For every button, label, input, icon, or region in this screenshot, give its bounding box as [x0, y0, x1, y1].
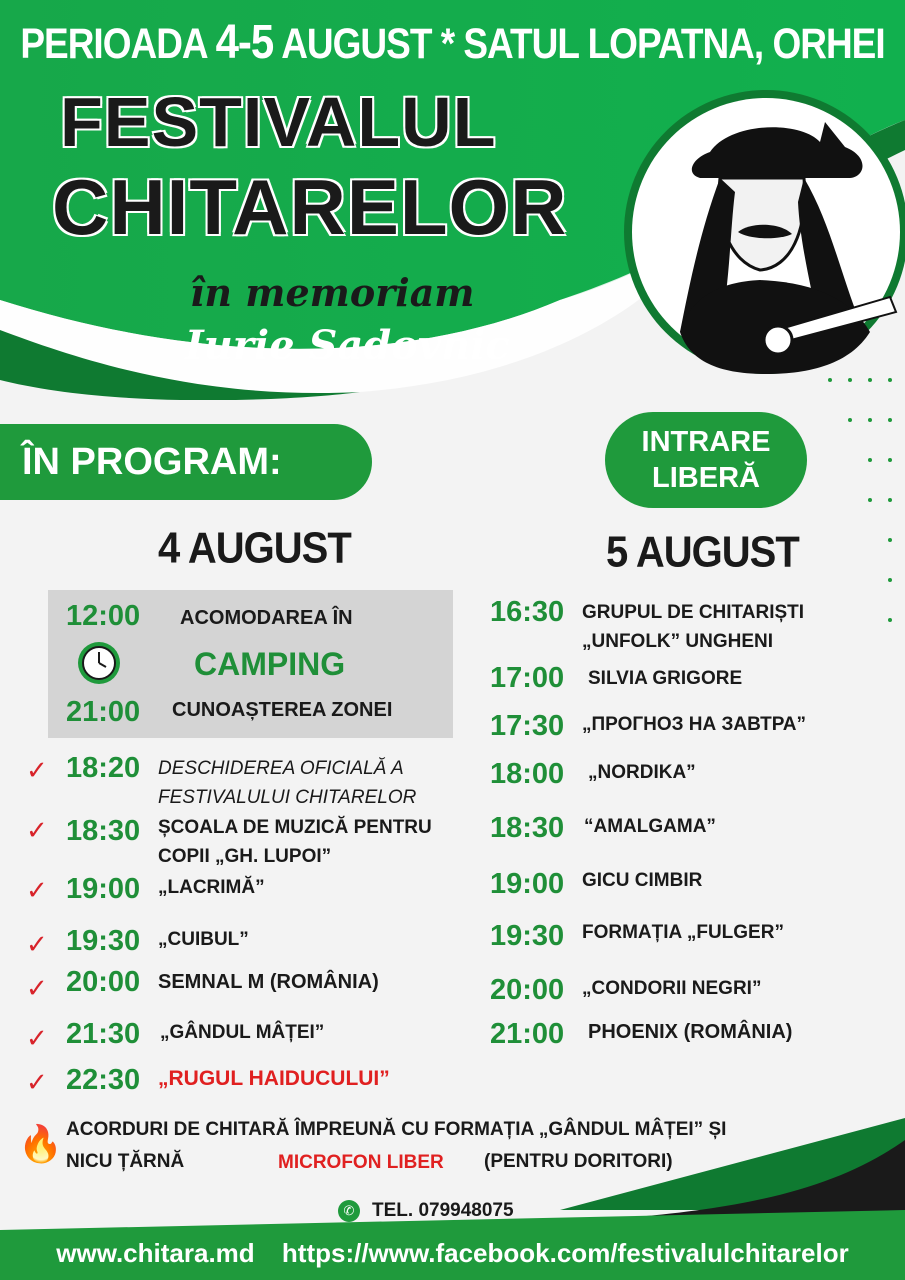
open-mic-note: (PENTRU DORITORI) — [484, 1151, 673, 1172]
day2-event-line1: „CONDORII NEGRI” — [582, 978, 762, 999]
day1-event-time: 19:00 — [66, 873, 141, 905]
day1-event-time: 19:30 — [66, 925, 141, 957]
festival-title-line1: FESTIVALUL — [60, 83, 497, 161]
camping-label: CAMPING — [194, 646, 346, 682]
day1-event-time: 18:30 — [66, 815, 141, 847]
day2-event-line1: PHOENIX (ROMÂNIA) — [588, 1021, 793, 1043]
day1-event-line1: „RUGUL HAIDUCULUI” — [158, 1067, 390, 1090]
day1-event-line1: SEMNAL M (ROMÂNIA) — [158, 971, 379, 993]
memoriam-label: în memoriam — [190, 270, 475, 315]
day2-event-line2: „UNFOLK” UNGHENI — [582, 631, 774, 652]
guitarist-portrait — [620, 82, 905, 382]
day1-event-line2: FESTIVALULUI CHITARELOR — [158, 787, 417, 808]
camping-start-time: 12:00 — [66, 600, 141, 632]
camping-end-time: 21:00 — [66, 696, 141, 728]
day2-event-time: 16:30 — [490, 596, 565, 628]
day2-event-time: 18:00 — [490, 758, 565, 790]
camping-box — [48, 590, 453, 738]
program-label: ÎN PROGRAM: — [0, 424, 372, 500]
day2-title: 5 AUGUST — [606, 527, 799, 577]
day2-event-time: 17:00 — [490, 662, 565, 694]
fire-icon: 🔥 — [18, 1123, 63, 1164]
day1-event-line1: ȘCOALA DE MUZICĂ PENTRU — [158, 817, 432, 838]
clock-icon — [76, 640, 122, 686]
free-entry-badge — [605, 412, 807, 508]
honoree-name: Iurie Sadovnic — [185, 322, 510, 369]
day2-event-line1: FORMAȚIA „FULGER” — [582, 922, 784, 943]
day2-event-line1: “AMALGAMA” — [584, 816, 716, 837]
day2-event-time: 21:00 — [490, 1018, 565, 1050]
day1-event-line2: COPII „GH. LUPOI” — [158, 846, 332, 867]
day2-event-line1: „ПРОГНОЗ НА ЗАВТРА” — [582, 714, 806, 735]
day2-event-line1: SILVIA GRIGORE — [588, 668, 743, 689]
website-link[interactable]: www.chitara.md — [56, 1238, 255, 1268]
day2-event-time: 17:30 — [490, 710, 565, 742]
free-entry-line2: LIBERĂ — [652, 462, 760, 494]
day2-event-time: 18:30 — [490, 812, 565, 844]
phone-icon: ✆ — [338, 1200, 360, 1222]
check-icon: ✓ — [26, 756, 48, 786]
day1-event-line1: „GÂNDUL MÂȚEI” — [160, 1022, 325, 1043]
facebook-link[interactable]: https://www.facebook.com/festivalulchitarelor — [281, 1238, 849, 1268]
check-icon: ✓ — [26, 1024, 48, 1054]
day2-event-time: 19:30 — [490, 920, 565, 952]
day1-event-time: 22:30 — [66, 1064, 141, 1096]
day1-event-time: 18:20 — [66, 752, 141, 784]
day2-event-time: 20:00 — [490, 974, 565, 1006]
check-icon: ✓ — [26, 1068, 48, 1098]
day2-event-line1: GICU CIMBIR — [582, 870, 703, 891]
festival-title-line2: CHITARELOR — [52, 163, 568, 251]
day1-event-line1: DESCHIDEREA OFICIALĂ A — [158, 758, 404, 779]
camping-end-label: CUNOAȘTEREA ZONEI — [172, 699, 393, 721]
camping-start-label: ACOMODAREA ÎN — [180, 607, 353, 629]
open-mic-label: MICROFON LIBER — [278, 1152, 444, 1173]
check-icon: ✓ — [26, 930, 48, 960]
jam-session-line2: NICU ȚĂRNĂ — [66, 1151, 185, 1172]
day1-title: 4 AUGUST — [158, 523, 351, 573]
day1-event-time: 21:30 — [66, 1018, 141, 1050]
jam-session-line1: ACORDURI DE CHITARĂ ÎMPREUNĂ CU FORMAȚIA „GÂNDUL MÂȚEI” ȘI — [66, 1119, 727, 1140]
day1-event-line1: „LACRIMĂ” — [158, 877, 265, 898]
day2-event-line1: „NORDIKA” — [588, 762, 696, 783]
check-icon: ✓ — [26, 974, 48, 1004]
dot-pattern — [820, 360, 905, 1060]
check-icon: ✓ — [26, 876, 48, 906]
free-entry-line1: INTRARE — [641, 426, 771, 458]
day1-event-line1: „CUIBUL” — [158, 929, 249, 950]
day2-event-line1: GRUPUL DE CHITARIȘTI — [582, 602, 805, 623]
day2-event-time: 19:00 — [490, 868, 565, 900]
phone-number[interactable]: TEL. 079948075 — [372, 1200, 514, 1221]
day1-event-time: 20:00 — [66, 966, 141, 998]
period-banner: PERIOADA 4-5 AUGUST * SATUL LOPATNA, ORHEI — [20, 14, 885, 69]
check-icon: ✓ — [26, 816, 48, 846]
footer-links — [0, 1238, 905, 1269]
